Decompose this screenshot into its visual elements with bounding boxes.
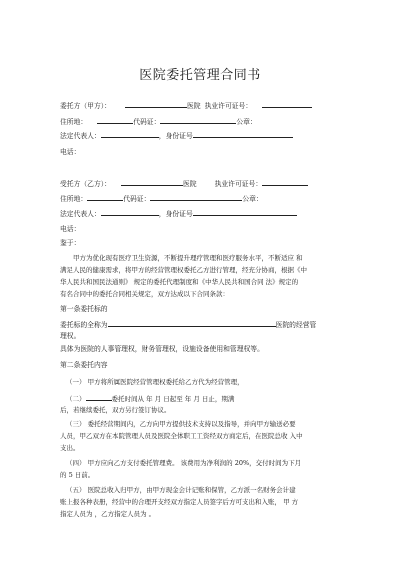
item-1: （一） 甲方将所属医院经营管理权委托给乙方代为经营管理，	[66, 378, 244, 386]
party-a-seal-label: 公章：	[236, 118, 257, 126]
party-a-rep-label: 法定代表人：	[60, 132, 101, 140]
party-b-name-blank	[121, 179, 183, 186]
article1-name-blank	[108, 320, 276, 327]
party-b-rep-blank	[101, 209, 159, 216]
item-2-text: 委托时间从 年 月 日起至 年 月 日止，期满	[111, 395, 235, 403]
party-b-rep-line	[60, 209, 297, 219]
item-3-line1: （三） 委托经营期间内，乙方向甲方提供技术支持以及指导，并向甲方输送必要	[66, 420, 296, 428]
article1-suffix: 医院的经营管	[275, 321, 317, 329]
party-b-address-blank	[87, 194, 123, 201]
party-a-address-label: 住所地：	[60, 118, 88, 126]
party-b-phone: 电话：	[60, 225, 81, 233]
item-4-line1: （四） 甲方应向乙方支付委托管理费。 该费用为净利润的 20%，交付时间为下月	[66, 459, 302, 467]
preamble-heading: 鉴于：	[60, 239, 81, 247]
party-a-rep-blank	[101, 131, 159, 138]
party-b-id-label: ，身份证号	[158, 210, 193, 218]
item-2-line2: 后，若继续委托，双方另行签订协议。	[60, 406, 171, 414]
party-a-address-blank	[97, 117, 133, 124]
party-b-license-blank	[262, 179, 308, 186]
party-b-license-label: 执业许可证号：	[214, 180, 263, 188]
preamble-line: 甲方为优化现有医疗卫生资源，不断提升理疗管理和医疗服务水平，不断适应 和	[73, 254, 303, 262]
party-a-rep-line	[60, 131, 293, 141]
item-3-line3: 支出。	[60, 444, 80, 452]
party-b-address-line	[60, 194, 263, 204]
party-b-label: 受托方（乙方）：	[60, 180, 111, 188]
party-b-line	[60, 179, 308, 189]
article1-label: 委托标的全称为	[60, 321, 108, 329]
party-a-label: 委托方（甲方）：	[60, 102, 111, 110]
party-b-code-label: 代码证：	[123, 195, 151, 203]
party-b-id-blank	[193, 209, 297, 216]
party-b-code-blank	[150, 194, 242, 201]
document-title: 医院委托管理合同书	[139, 68, 261, 83]
party-b-seal-label: 公章：	[242, 195, 263, 203]
item-2-blank	[86, 394, 112, 401]
item-5-line2: 账上报各种表册，经营中的合理开支经双方指定人员签字后方可支出和入账， 甲 方	[60, 498, 299, 506]
party-b-rep-label: 法定代表人：	[60, 210, 101, 218]
item-4-line2: 的 5 日前。	[60, 471, 95, 479]
article2-heading: 第二条委托内容	[60, 361, 108, 369]
party-b-address-label: 住所地：	[60, 195, 88, 203]
article1-line3: 具体为医院的人事管理权，财务管理权，设施设备使用和管理权等。	[60, 345, 264, 353]
preamble-line: 有名合同中的委托合同相关规定，双方达成以下合同条款：	[60, 290, 229, 298]
party-a-license-label: 执业许可证号：	[204, 102, 253, 110]
party-a-id-label: ，身份证号	[158, 132, 193, 140]
party-a-license-blank	[262, 101, 312, 108]
item-5-line1: （五） 医院总收入归甲方，由甲方现金会计记账和保管，乙方派一名财务会计建	[66, 486, 296, 494]
party-a-line	[60, 101, 312, 111]
party-a-phone: 电话：	[60, 148, 81, 156]
item-3-line2: 人员，甲乙双方在本院管理人员及医院全体职工工资经双方商定后，在医院总收 入中	[60, 432, 303, 440]
party-a-suffix: 医院	[186, 102, 201, 110]
party-a-name-blank	[125, 101, 187, 108]
item-2-line1	[66, 394, 234, 404]
party-a-code-blank	[160, 117, 236, 124]
article1-line	[60, 320, 316, 330]
party-b-suffix: 医院	[182, 180, 197, 188]
preamble-line: 满足人民的健康需求，将甲方的经营管理权委托乙方进行管理，经充分协商，根据《中	[60, 266, 307, 274]
party-a-address-line	[60, 117, 257, 127]
party-a-id-blank	[193, 131, 293, 138]
preamble-line: 华人民共和国民法通则》 规定的委托代理制度和《中华人民共和国合同 法》规定的	[60, 278, 299, 286]
party-a-code-label: 代码证：	[133, 118, 161, 126]
item-5-line3: 指定人员为 ，乙方指定人员为 。	[60, 510, 156, 518]
article1-line2: 理权。	[60, 332, 81, 340]
article1-heading: 第一条委托标的	[60, 305, 108, 313]
item-2-number: （二）	[66, 395, 86, 403]
